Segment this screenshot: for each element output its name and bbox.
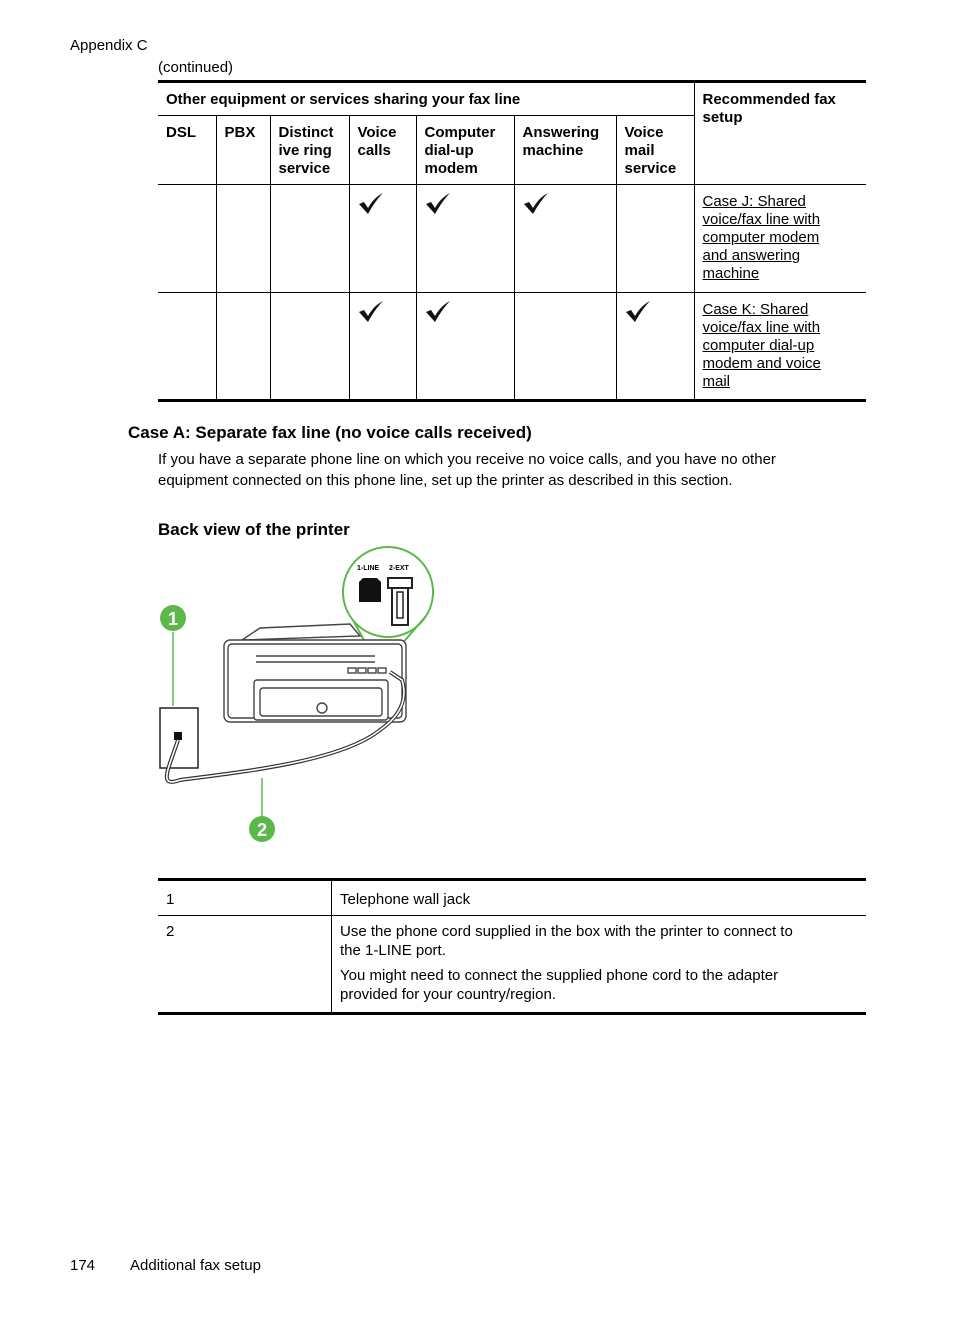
setup-link-cell bbox=[694, 185, 866, 293]
col-header-distinctive-ring: Distinct ive ring service bbox=[270, 116, 349, 185]
legend-description: Telephone wall jack bbox=[332, 880, 867, 916]
case-k-link[interactable]: Case K: Shared voice/fax line with computer dial-up modem and voice mail bbox=[702, 301, 821, 390]
cell bbox=[349, 293, 416, 401]
cell bbox=[270, 293, 349, 401]
callout-1-number: 1 bbox=[167, 609, 179, 629]
section-heading: Case A: Separate fax line (no voice calls received) bbox=[128, 423, 532, 442]
cell bbox=[216, 293, 270, 401]
cell bbox=[216, 185, 270, 293]
col-header-voice-calls: Voice calls bbox=[349, 116, 416, 185]
cell bbox=[616, 293, 694, 401]
checkmark-icon bbox=[358, 301, 384, 323]
legend-description: Use the phone cord supplied in the box with the printer to connect to the 1-LINE port. You might need to connect the supplied phone cord to the adapter provided for your country/region. bbox=[332, 916, 867, 1014]
page-number: 174 bbox=[70, 1257, 96, 1274]
cell bbox=[349, 185, 416, 293]
fax-setup-table bbox=[158, 80, 866, 402]
recommended-setup-header: Recommended fax setup bbox=[694, 82, 866, 185]
cell bbox=[416, 185, 514, 293]
case-j-link[interactable]: Case J: Shared voice/fax line with computer modem and answering machine bbox=[702, 193, 821, 282]
cell bbox=[514, 293, 616, 401]
table-row bbox=[158, 880, 866, 916]
cell bbox=[158, 293, 216, 401]
equipment-group-header: Other equipment or services sharing your fax line bbox=[158, 82, 694, 116]
figure-heading: Back view of the printer bbox=[158, 520, 350, 539]
port-label-2ext: 2-EXT bbox=[389, 565, 409, 572]
checkmark-icon bbox=[523, 193, 549, 215]
checkmark-icon bbox=[425, 193, 451, 215]
continued-label: (continued) bbox=[158, 59, 234, 76]
section-paragraph: If you have a separate phone line on which you receive no voice calls, and you have no other equipment connected on this phone line, set up the printer as described in this section. bbox=[158, 451, 776, 489]
table-row bbox=[158, 185, 866, 293]
printer-back-view-figure bbox=[150, 540, 450, 850]
col-header-dsl: DSL bbox=[158, 116, 216, 185]
col-header-pbx: PBX bbox=[216, 116, 270, 185]
port-label-1line: 1-LINE bbox=[357, 565, 380, 572]
callout-legend-table bbox=[158, 878, 866, 1015]
cell bbox=[416, 293, 514, 401]
wall-jack-icon bbox=[160, 708, 198, 768]
table-row bbox=[158, 916, 866, 1014]
checkmark-icon bbox=[625, 301, 651, 323]
legend-number: 1 bbox=[158, 880, 332, 916]
legend-number: 2 bbox=[158, 916, 332, 1014]
checkmark-icon bbox=[425, 301, 451, 323]
col-header-computer-modem: Computer dial-up modem bbox=[416, 116, 514, 185]
cell bbox=[270, 185, 349, 293]
printer-icon bbox=[224, 624, 406, 722]
cell bbox=[514, 185, 616, 293]
cell bbox=[158, 185, 216, 293]
col-header-voice-mail: Voice mail service bbox=[616, 116, 694, 185]
cell bbox=[616, 185, 694, 293]
checkmark-icon bbox=[358, 193, 384, 215]
footer-section-title: Additional fax setup bbox=[130, 1257, 261, 1274]
running-head: Appendix C bbox=[70, 37, 148, 54]
callout-2-number: 2 bbox=[256, 820, 268, 840]
line-port-icon bbox=[359, 578, 381, 602]
table-row bbox=[158, 293, 866, 401]
col-header-answering-machine: Answering machine bbox=[514, 116, 616, 185]
setup-link-cell bbox=[694, 293, 866, 401]
